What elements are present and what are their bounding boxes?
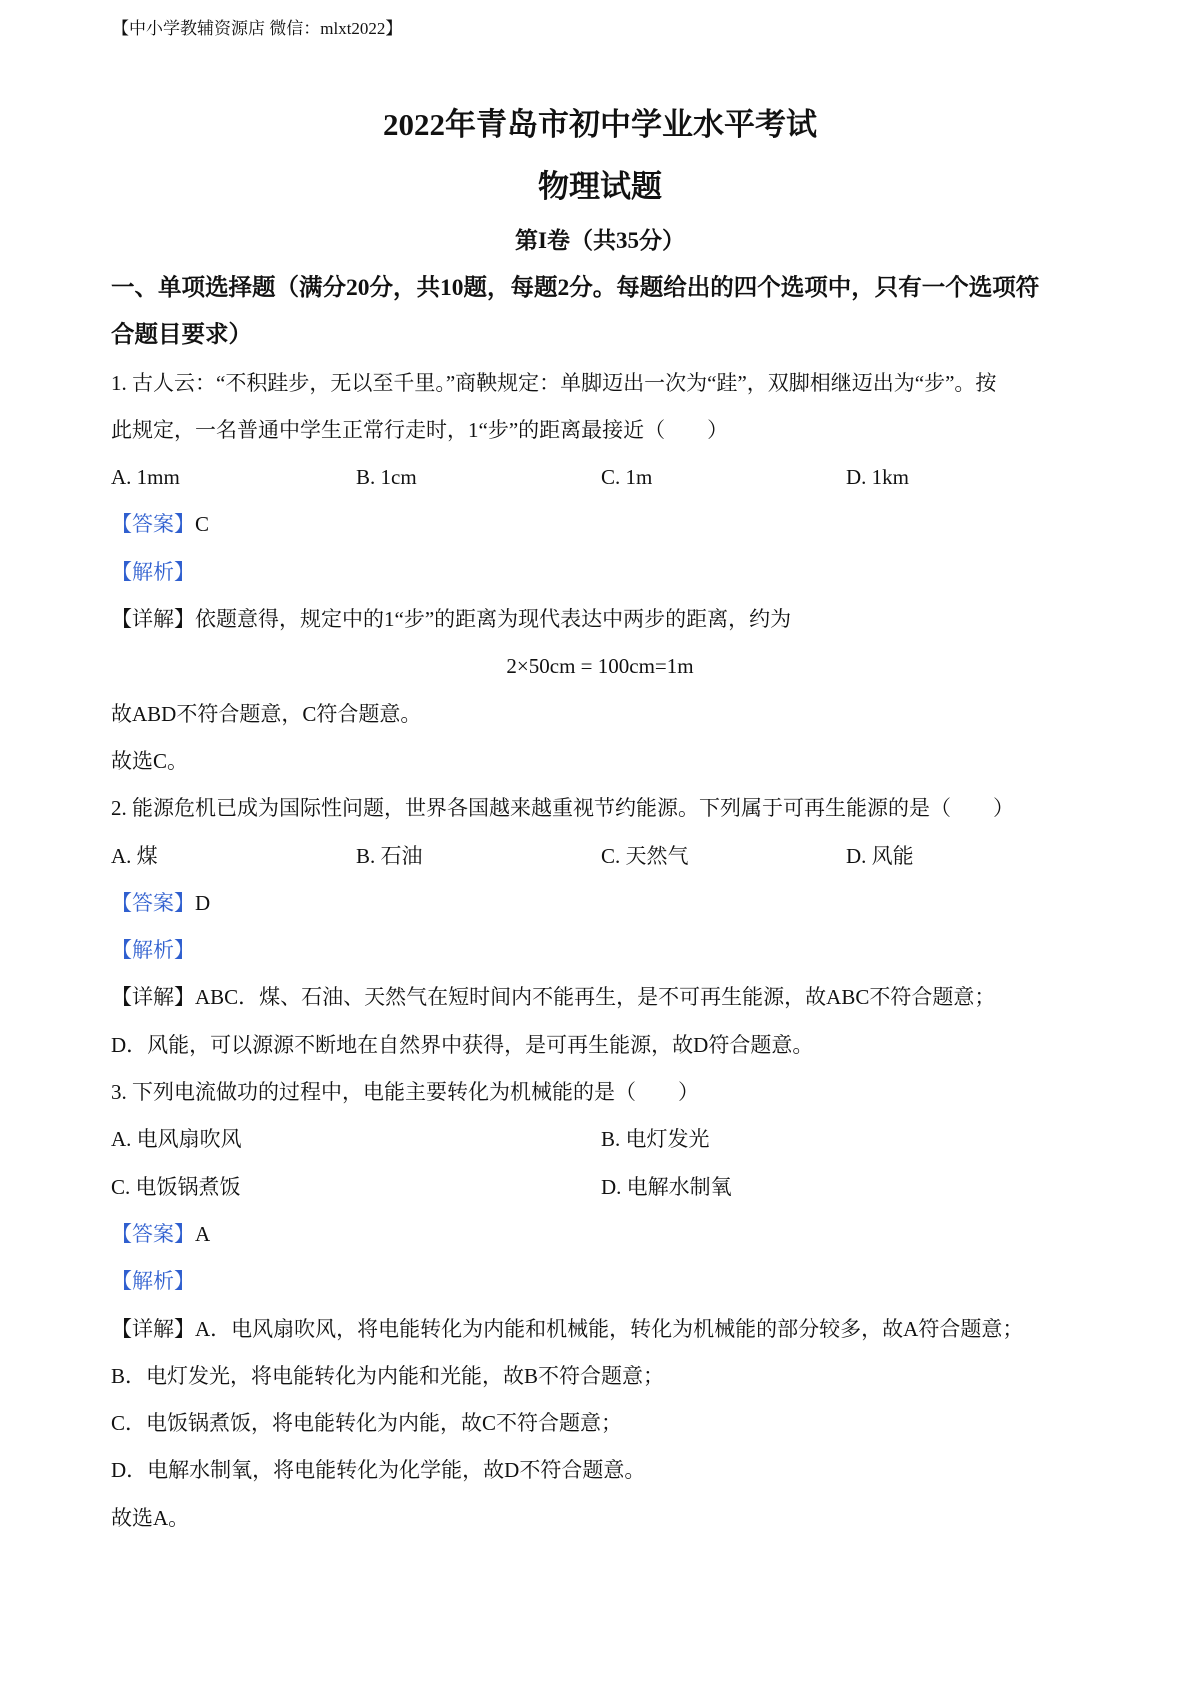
question-2-option-b: B. 石油 xyxy=(356,843,423,868)
detail-text: 依题意得，规定中的1“步”的距离为现代表达中两步的距离，约为 xyxy=(195,607,792,632)
question-1-detail-line-3: 故ABD不符合题意，C符合题意。 xyxy=(111,701,422,726)
answer-value: D xyxy=(195,890,211,915)
question-1-formula: 2×50cm = 100cm=1m xyxy=(506,654,694,679)
question-3-detail-line-4: D．电解水制氧，将电能转化为化学能，故D不符合题意。 xyxy=(111,1458,646,1483)
question-1-option-b: B. 1cm xyxy=(356,465,417,490)
section-heading-line-1: 一、单项选择题（满分20分，共10题，每题2分。每题给出的四个选项中，只有一个选项符 xyxy=(111,275,1040,301)
question-3-options-row-1 xyxy=(111,1116,1171,1163)
question-1-options xyxy=(111,454,1171,501)
question-2-stem: 2. 能源危机已成为国际性问题，世界各国越来越重视节约能源。下列属于可再生能源的是（ ） xyxy=(111,796,1014,821)
question-3-option-a: A. 电风扇吹风 xyxy=(111,1127,242,1152)
question-3-detail-line-3: C．电饭锅煮饭，将电能转化为内能，故C不符合题意； xyxy=(111,1411,623,1436)
question-3-option-b: B. 电灯发光 xyxy=(601,1127,710,1152)
question-1-option-a: A. 1mm xyxy=(111,465,180,490)
question-2-option-c: C. 天然气 xyxy=(601,843,689,868)
detail-label: 【详解】 xyxy=(111,1316,195,1341)
answer-label: 【答案】 xyxy=(111,890,195,915)
question-1-stem-line-2: 此规定，一名普通中学生正常行走时，1“步”的距离最接近（ ） xyxy=(111,417,729,442)
question-3-conclusion: 故选A。 xyxy=(111,1505,190,1530)
section-heading-line-2: 合题目要求） xyxy=(111,322,252,349)
answer-value: C xyxy=(195,512,210,537)
question-2-detail-line-1 xyxy=(111,974,1171,1021)
question-2-analysis-label: 【解析】 xyxy=(111,938,195,963)
question-2-answer xyxy=(111,880,1171,927)
question-1-stem-line-1: 1. 古人云：“不积跬步，无以至千里。”商鞅规定：单脚迈出一次为“跬”，双脚相继迈出为“步”。按 xyxy=(111,370,997,395)
question-3-stem: 3. 下列电流做功的过程中，电能主要转化为机械能的是（ ） xyxy=(111,1080,699,1105)
question-2-option-d: D. 风能 xyxy=(846,843,914,868)
answer-value: A xyxy=(195,1221,211,1246)
part-title: 第I卷（共35分） xyxy=(515,228,685,253)
exam-body xyxy=(111,265,1171,1542)
question-3-detail-line-1 xyxy=(111,1306,1171,1353)
detail-text: ABC．煤、石油、天然气在短时间内不能再生，是不可再生能源，故ABC不符合题意； xyxy=(195,985,996,1010)
question-2-options xyxy=(111,833,1171,880)
exam-title: 2022年青岛市初中学业水平考试 xyxy=(383,107,817,142)
detail-label: 【详解】 xyxy=(111,985,195,1010)
question-1-analysis-label: 【解析】 xyxy=(111,559,195,584)
question-1-answer xyxy=(111,501,1171,548)
question-2-option-a: A. 煤 xyxy=(111,843,158,868)
question-1-conclusion: 故选C。 xyxy=(111,748,189,773)
watermark-header: 【中小学教辅资源店 微信：mlxt2022】 xyxy=(112,19,403,38)
question-3-analysis-label: 【解析】 xyxy=(111,1269,195,1294)
question-1-option-d: D. 1km xyxy=(846,465,909,490)
question-3-options-row-2 xyxy=(111,1164,1171,1211)
subject-title: 物理试题 xyxy=(538,169,662,204)
question-3-answer xyxy=(111,1211,1171,1258)
question-1-detail-line-1 xyxy=(111,596,1171,643)
detail-label: 【详解】 xyxy=(111,607,195,632)
question-2-detail-line-2: D．风能，可以源源不断地在自然界中获得，是可再生能源，故D符合题意。 xyxy=(111,1032,814,1057)
answer-label: 【答案】 xyxy=(111,1221,195,1246)
detail-text: A．电风扇吹风，将电能转化为内能和机械能，转化为机械能的部分较多，故A符合题意； xyxy=(195,1316,1024,1341)
question-3-detail-line-2: B．电灯发光，将电能转化为内能和光能，故B不符合题意； xyxy=(111,1363,665,1388)
question-1-option-c: C. 1m xyxy=(601,465,653,490)
answer-label: 【答案】 xyxy=(111,512,195,537)
question-3-option-d: D. 电解水制氧 xyxy=(601,1174,732,1199)
question-3-option-c: C. 电饭锅煮饭 xyxy=(111,1174,241,1199)
